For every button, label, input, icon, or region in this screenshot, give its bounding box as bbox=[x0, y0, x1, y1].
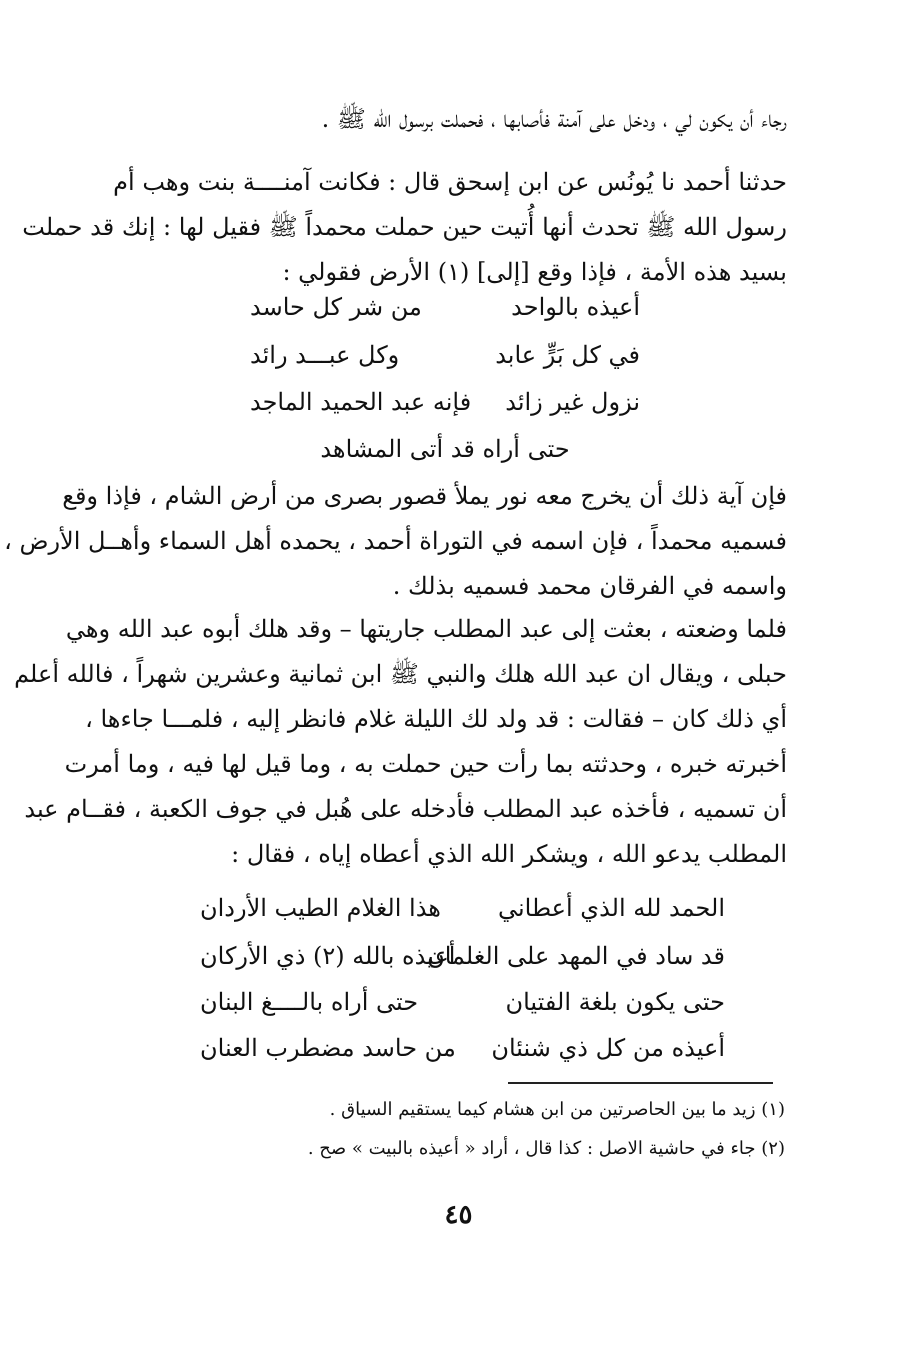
text-line: فلما وضعته ، بعثت إلى عبد المطلب جاريتها – وقد هلك أبوه عبد الله وهي bbox=[65, 615, 787, 643]
verse-hemistich-right: نزول غير زائد bbox=[505, 388, 640, 416]
text-line: أي ذلك كان – فقالت : قد ولد لك الليلة غلام فانظر إليه ، فلمـــا جاءها ، bbox=[85, 705, 787, 733]
verse-hemistich-left: فإنه عبد الحميد الماجد bbox=[250, 388, 472, 416]
text-line: فإن آية ذلك أن يخرج معه نور يملأ قصور بصرى من أرض الشام ، فإذا وقع bbox=[62, 482, 787, 510]
verse-line bbox=[200, 936, 725, 976]
paragraph-4 bbox=[14, 607, 787, 877]
page-number: ٤٥ bbox=[444, 1200, 473, 1230]
text-line: أخبرته خبره ، وحدثته بما رأت حين حملت به ، وما قيل لها فيه ، وما أمرت bbox=[64, 750, 787, 778]
footnote-1: (١) زيد ما بين الحاصرتين من ابن هشام كيما يستقيم السياق . bbox=[329, 1099, 785, 1120]
verse-hemistich-left: حتى أراه بالــــغ البنان bbox=[200, 988, 419, 1016]
verse-hemistich-right: الحمد لله الذي أعطاني bbox=[498, 894, 725, 922]
text-line: رسول الله ﷺ تحدث أنها أُتيت حين حملت محمداً ﷺ فقيل لها : إنك قد حملت bbox=[22, 213, 787, 241]
verse-line bbox=[250, 382, 640, 422]
paragraph-3 bbox=[4, 474, 787, 609]
verse-line bbox=[250, 335, 640, 375]
paragraph-2 bbox=[22, 160, 787, 295]
verse-hemistich-right: حتى يكون بلغة الفتيان bbox=[505, 988, 725, 1016]
verse-hemistich-left: هذا الغلام الطيب الأردان bbox=[200, 894, 441, 922]
text-line: حبلى ، ويقال ان عبد الله هلك والنبي ﷺ ابن ثمانية وعشرين شهراً ، فالله أعلم bbox=[14, 660, 787, 688]
verse-center-line: حتى أراه قد أتى المشاهد bbox=[320, 435, 570, 463]
paragraph-1 bbox=[112, 97, 787, 142]
verse-line bbox=[200, 1028, 725, 1068]
verse-hemistich-left: من حاسد مضطرب العنان bbox=[200, 1034, 456, 1062]
verse-line bbox=[200, 888, 725, 928]
text-line: واسمه في الفرقان محمد فسميه بذلك . bbox=[392, 572, 787, 600]
text-line: رجاء أن يكون لي ، ودخل على آمنة فأصابها ، فحملت برسول الله ﷺ . bbox=[321, 105, 787, 133]
text-line: المطلب يدعو الله ، ويشكر الله الذي أعطاه إياه ، فقال : bbox=[231, 840, 787, 868]
verse-hemistich-right: أعيذه من كل ذي شنئان bbox=[491, 1034, 725, 1062]
verse-line bbox=[250, 287, 640, 327]
footnote-divider bbox=[508, 1082, 773, 1084]
verse-hemistich-right: في كل بَرٍّ عابد bbox=[495, 341, 640, 369]
text-line: بسيد هذه الأمة ، فإذا وقع [إلى] (١) الأرض فقولي : bbox=[282, 258, 787, 286]
verse-hemistich-left: أعيذه بالله (٢) ذي الأركان bbox=[200, 942, 456, 970]
verse-line bbox=[200, 982, 725, 1022]
footnote-2: (٢) جاء في حاشية الاصل : كذا قال ، أراد « أعيذه بالبيت » صح . bbox=[307, 1138, 785, 1159]
text-line: أن تسميه ، فأخذه عبد المطلب فأدخله على هُبل في جوف الكعبة ، فقــام عبد bbox=[24, 795, 787, 823]
verse-hemistich-left: من شر كل حاسد bbox=[250, 293, 422, 321]
verse-hemistich-right: قد ساد في المهد على الغلمان bbox=[427, 942, 725, 970]
verse-hemistich-right: أعيذه بالواحد bbox=[511, 293, 640, 321]
text-line: حدثنا أحمد نا يُونُس عن ابن إسحق قال : فكانت آمنــــة بنت وهب أم bbox=[113, 168, 787, 196]
text-line: فسميه محمداً ، فإن اسمه في التوراة أحمد ، يحمده أهل السماء وأهــل الأرض ، bbox=[4, 527, 787, 555]
verse-hemistich-left: وكل عبـــد رائد bbox=[250, 341, 400, 369]
